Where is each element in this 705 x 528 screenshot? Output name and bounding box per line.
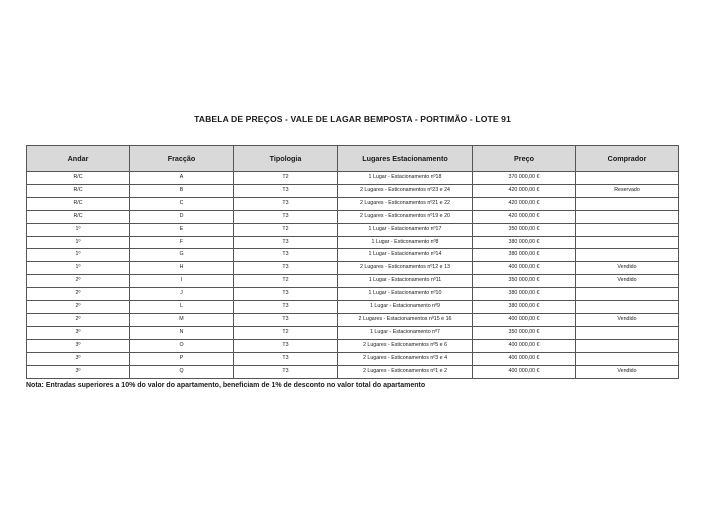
cell-preco: 380 000,00 € <box>473 301 576 314</box>
cell-preco: 350 000,00 € <box>473 275 576 288</box>
cell-lugares: 2 Lugares - Estacionamentos nº15 e 16 <box>338 313 473 326</box>
cell-comprador <box>576 223 679 236</box>
cell-tipologia: T3 <box>234 288 338 301</box>
cell-tipologia: T2 <box>234 326 338 339</box>
cell-comprador: Vendido <box>576 262 679 275</box>
cell-preco: 370 000,00 € <box>473 172 576 185</box>
table-row <box>27 313 679 326</box>
footnote: Nota: Entradas superiores a 10% do valor do apartamento, beneficiam de 1% de desconto no valor total do apartamento <box>26 382 426 389</box>
cell-comprador <box>576 352 679 365</box>
cell-fraccao: M <box>130 313 234 326</box>
cell-tipologia: T2 <box>234 275 338 288</box>
table-row <box>27 236 679 249</box>
cell-preco: 400 000,00 € <box>473 313 576 326</box>
cell-fraccao: I <box>130 275 234 288</box>
cell-preco: 380 000,00 € <box>473 288 576 301</box>
cell-andar: 2º <box>27 313 130 326</box>
cell-lugares: 1 Lugar - Estacionamento nº14 <box>338 249 473 262</box>
cell-preco: 400 000,00 € <box>473 352 576 365</box>
cell-andar: R/C <box>27 197 130 210</box>
cell-comprador <box>576 197 679 210</box>
cell-comprador <box>576 326 679 339</box>
cell-fraccao: A <box>130 172 234 185</box>
table-row <box>27 275 679 288</box>
cell-lugares: 2 Lugares - Esticonamentos nº3 e 4 <box>338 352 473 365</box>
cell-fraccao: G <box>130 249 234 262</box>
cell-tipologia: T3 <box>234 184 338 197</box>
table-row <box>27 262 679 275</box>
cell-lugares: 2 Lugares - Esticonamentos nº21 e 22 <box>338 197 473 210</box>
cell-fraccao: F <box>130 236 234 249</box>
cell-preco: 420 000,00 € <box>473 184 576 197</box>
cell-andar: R/C <box>27 210 130 223</box>
cell-tipologia: T3 <box>234 313 338 326</box>
cell-tipologia: T3 <box>234 301 338 314</box>
cell-andar: 2º <box>27 275 130 288</box>
cell-comprador <box>576 172 679 185</box>
cell-andar: 3º <box>27 365 130 378</box>
cell-fraccao: H <box>130 262 234 275</box>
table-row <box>27 352 679 365</box>
cell-lugares: 2 Lugares - Esticonamentos nº5 e 6 <box>338 339 473 352</box>
cell-tipologia: T2 <box>234 172 338 185</box>
col-header-lugares: Lugares Estacionamento <box>338 146 473 172</box>
cell-fraccao: Q <box>130 365 234 378</box>
cell-andar: 1º <box>27 223 130 236</box>
cell-tipologia: T3 <box>234 339 338 352</box>
cell-comprador <box>576 301 679 314</box>
cell-andar: 1º <box>27 262 130 275</box>
cell-preco: 400 000,00 € <box>473 262 576 275</box>
cell-tipologia: T2 <box>234 223 338 236</box>
cell-comprador: Reservado <box>576 184 679 197</box>
cell-fraccao: P <box>130 352 234 365</box>
cell-andar: 3º <box>27 339 130 352</box>
cell-lugares: 1 Lugar - Estacionamento nº9 <box>338 301 473 314</box>
cell-comprador <box>576 249 679 262</box>
cell-preco: 380 000,00 € <box>473 236 576 249</box>
cell-comprador: Vendido <box>576 313 679 326</box>
price-table <box>26 145 679 379</box>
cell-andar: 3º <box>27 326 130 339</box>
table-body <box>27 172 679 379</box>
cell-fraccao: J <box>130 288 234 301</box>
table-row <box>27 339 679 352</box>
cell-tipologia: T3 <box>234 262 338 275</box>
table-row <box>27 288 679 301</box>
table-row <box>27 223 679 236</box>
cell-comprador <box>576 288 679 301</box>
table-row <box>27 301 679 314</box>
cell-tipologia: T3 <box>234 352 338 365</box>
cell-preco: 380 000,00 € <box>473 249 576 262</box>
cell-lugares: 1 Lugar - Estacionamento nº10 <box>338 288 473 301</box>
col-header-tipologia: Tipologia <box>234 146 338 172</box>
cell-lugares: 1 Lugar - Estacionamento nº17 <box>338 223 473 236</box>
table-header-row <box>27 146 679 172</box>
cell-lugares: 1 Lugar - Estacionamento nº11 <box>338 275 473 288</box>
table-row <box>27 184 679 197</box>
cell-lugares: 2 Lugares - Esticonamentos nº1 e 2 <box>338 365 473 378</box>
cell-comprador <box>576 210 679 223</box>
cell-tipologia: T3 <box>234 249 338 262</box>
cell-tipologia: T3 <box>234 197 338 210</box>
cell-preco: 400 000,00 € <box>473 339 576 352</box>
cell-tipologia: T3 <box>234 365 338 378</box>
cell-preco: 350 000,00 € <box>473 223 576 236</box>
cell-fraccao: D <box>130 210 234 223</box>
cell-lugares: 1 Lugar - Esticonamento nº8 <box>338 236 473 249</box>
cell-fraccao: C <box>130 197 234 210</box>
cell-fraccao: B <box>130 184 234 197</box>
table-row <box>27 210 679 223</box>
cell-comprador: Vendido <box>576 275 679 288</box>
cell-lugares: 2 Lugares - Esticonamentos nº23 e 24 <box>338 184 473 197</box>
cell-andar: R/C <box>27 172 130 185</box>
cell-lugares: 1 Lugar - Estacionamento nº18 <box>338 172 473 185</box>
cell-fraccao: N <box>130 326 234 339</box>
cell-fraccao: E <box>130 223 234 236</box>
page-title: TABELA DE PREÇOS - VALE DE LAGAR BEMPOSTA - PORTIMÃO - LOTE 91 <box>194 114 511 124</box>
table-row <box>27 249 679 262</box>
cell-lugares: 2 Lugares - Esticonamentos nº12 e 13 <box>338 262 473 275</box>
cell-lugares: 1 Lugar - Estacionamento nº7 <box>338 326 473 339</box>
cell-comprador <box>576 236 679 249</box>
cell-tipologia: T3 <box>234 210 338 223</box>
table-row <box>27 365 679 378</box>
cell-andar: 1º <box>27 236 130 249</box>
cell-preco: 420 000,00 € <box>473 210 576 223</box>
col-header-fraccao: Fracção <box>130 146 234 172</box>
cell-andar: 2º <box>27 288 130 301</box>
table-row <box>27 172 679 185</box>
table-row <box>27 326 679 339</box>
cell-comprador <box>576 339 679 352</box>
cell-andar: 3º <box>27 352 130 365</box>
col-header-preco: Preço <box>473 146 576 172</box>
col-header-andar: Andar <box>27 146 130 172</box>
cell-andar: 2º <box>27 301 130 314</box>
cell-andar: R/C <box>27 184 130 197</box>
cell-fraccao: L <box>130 301 234 314</box>
cell-preco: 420 000,00 € <box>473 197 576 210</box>
col-header-comprador: Comprador <box>576 146 679 172</box>
table-row <box>27 197 679 210</box>
cell-fraccao: O <box>130 339 234 352</box>
cell-lugares: 2 Lugares - Esticonamentos nº19 e 20 <box>338 210 473 223</box>
cell-comprador: Vendido <box>576 365 679 378</box>
cell-andar: 1º <box>27 249 130 262</box>
cell-preco: 350 000,00 € <box>473 326 576 339</box>
cell-preco: 400 000,00 € <box>473 365 576 378</box>
cell-tipologia: T3 <box>234 236 338 249</box>
